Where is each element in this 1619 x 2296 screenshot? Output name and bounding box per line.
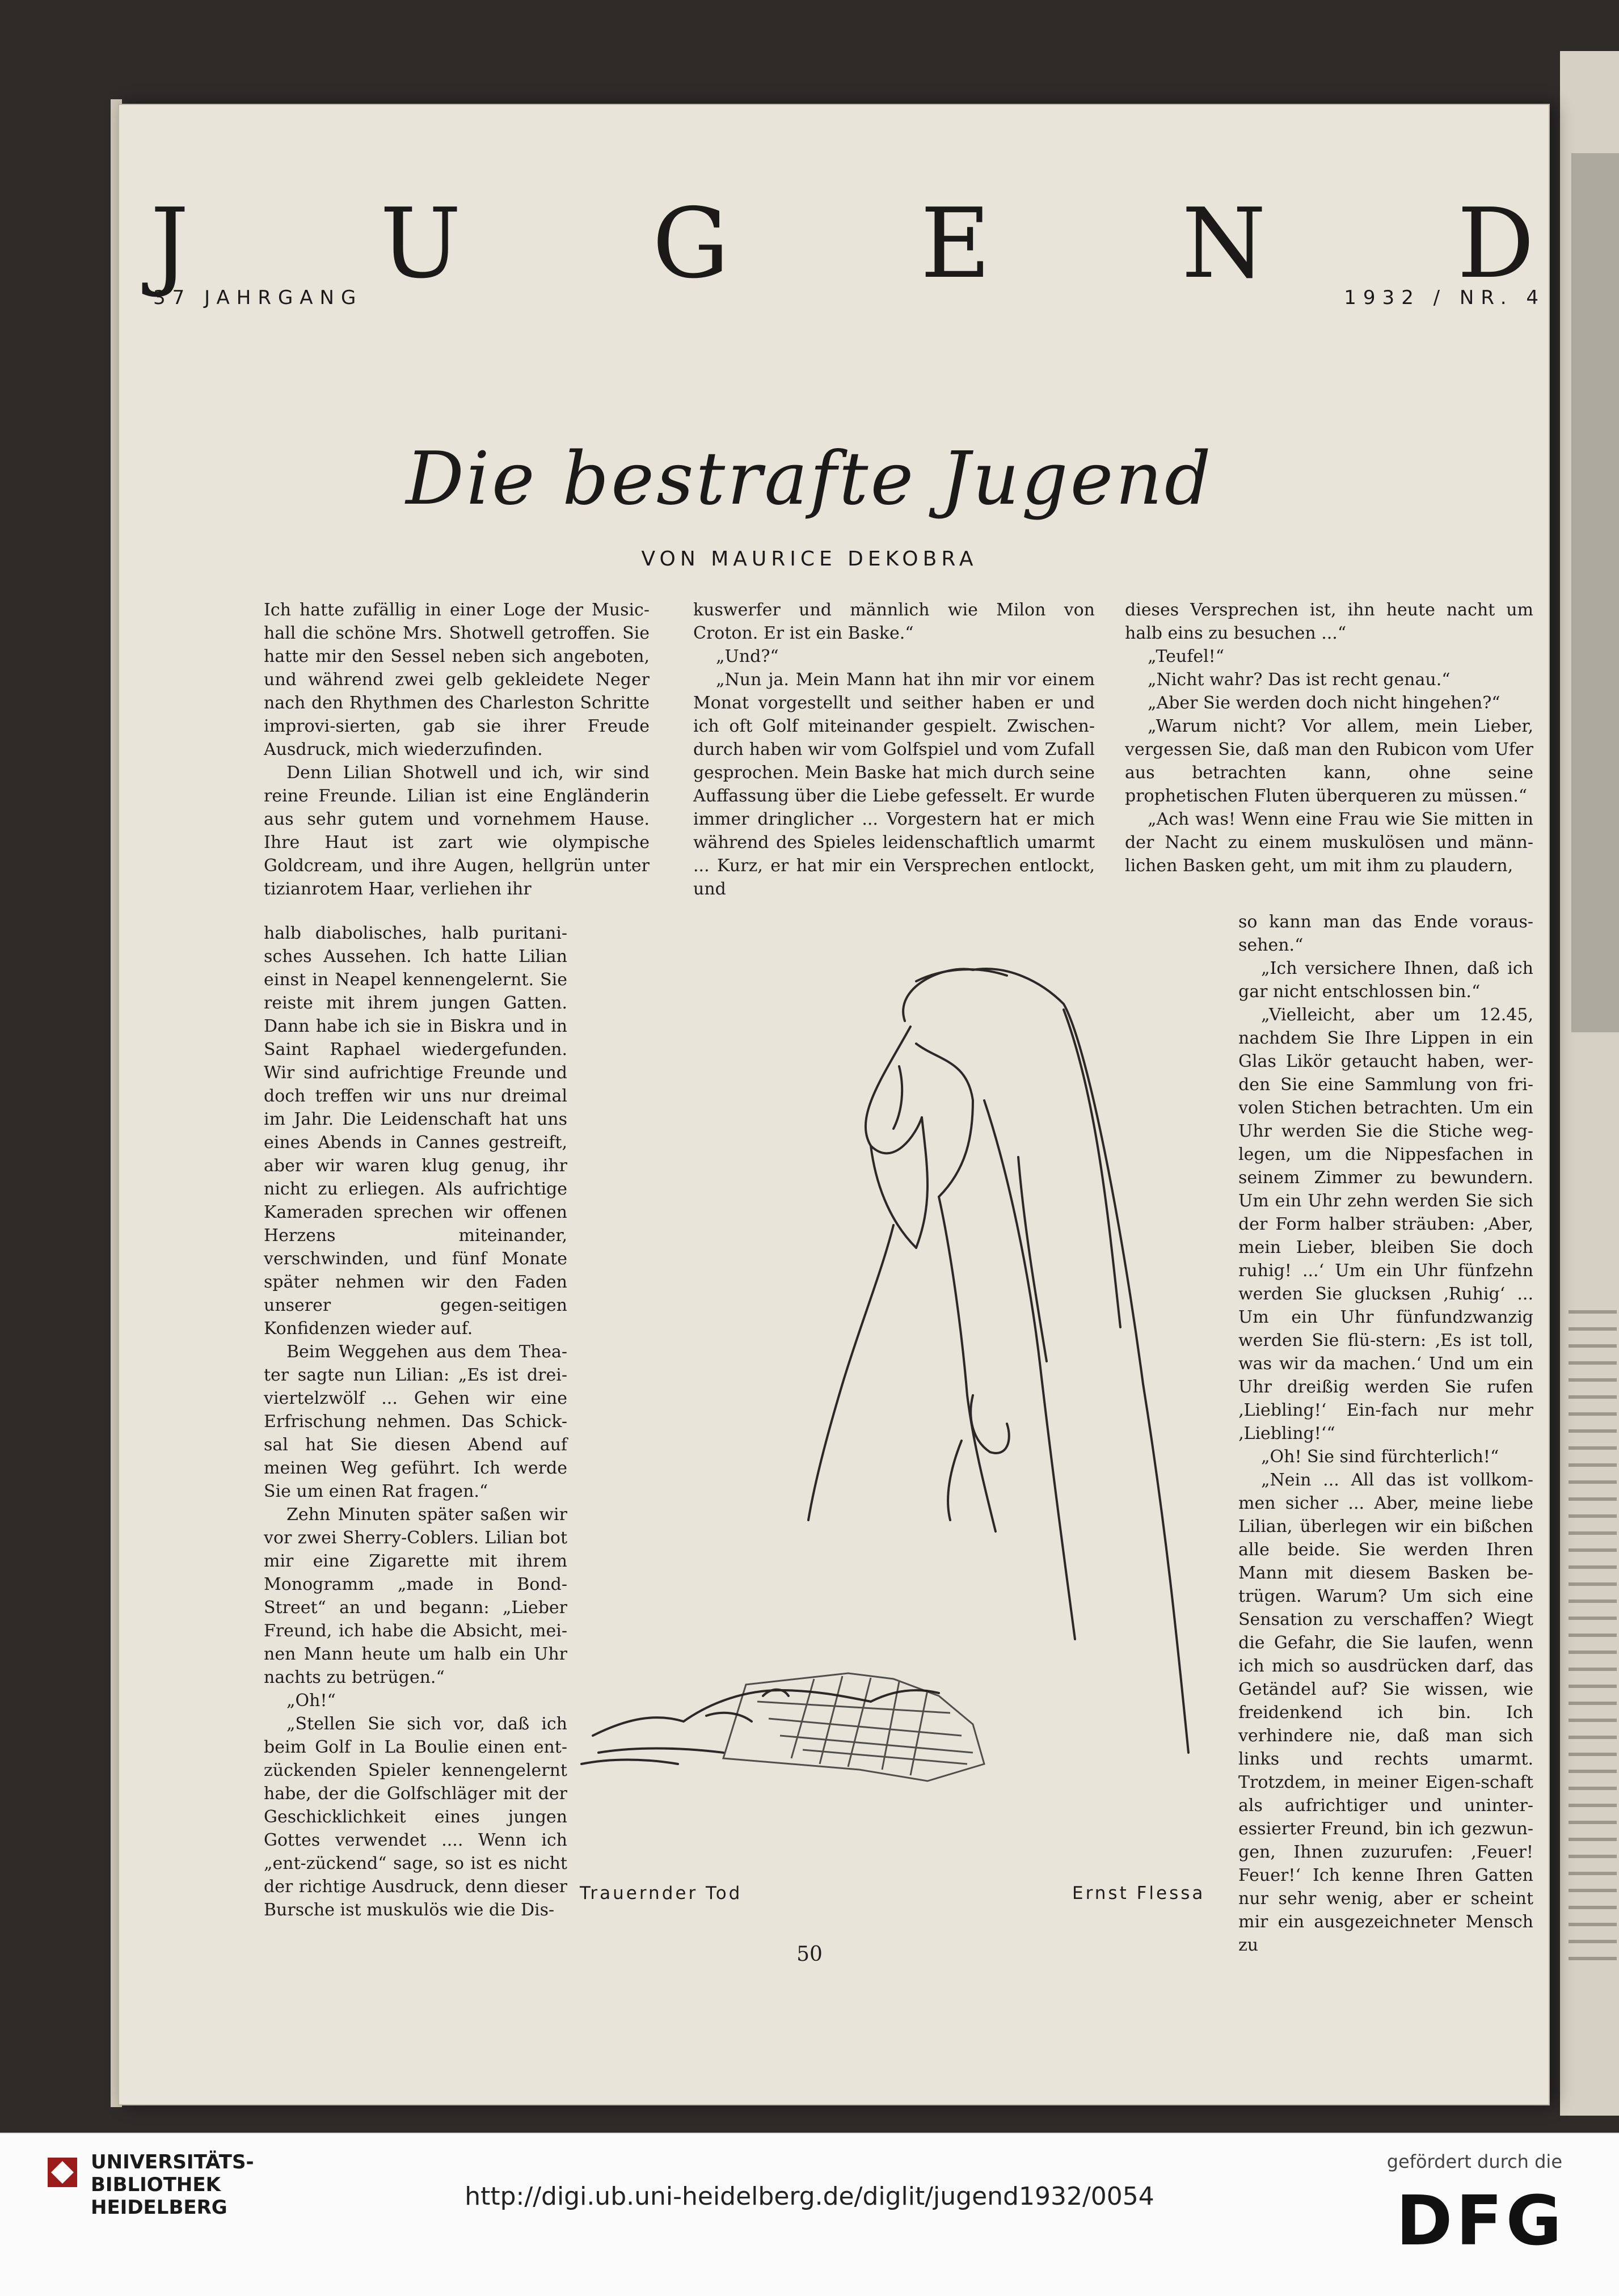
paragraph: Ich hatte zufällig in einer Loge der Music-hall die schöne Mrs. Shotwell getroffen. Sie hatte mir den Sessel neben sich angeboten, und während zwei gelb gekleidete Neger nach den Rhythmen des Charleston Schritte improvi-sierten, gab sie ihrer Freude Ausdruck, mich wiederzufinden.	[264, 600, 650, 759]
masthead-letter: J	[150, 188, 189, 300]
illustration-caption-title: Trauernder Tod	[580, 1883, 743, 1904]
issue-label: 1932 / NR. 4	[1344, 286, 1545, 309]
library-name-line: UNIVERSITÄTS-	[91, 2151, 254, 2173]
paragraph: Beim Weggehen aus dem Thea-ter sagte nun Lilian: „Es ist drei-viertelzwölf ... Gehen wir eine Erfrischung nehmen. Das Schick-sal hat Sie diesen Abend auf meinen Weg geführt. Ich werde Sie um einen Rat fragen.“	[264, 1342, 567, 1501]
paragraph: „Nicht wahr? Das ist recht genau.“	[1148, 670, 1451, 690]
paragraph: Zehn Minuten später saßen wir vor zwei Sherry-Coblers. Lilian bot mir eine Zigarette mit ihrem Monogramm „made in Bond-Street“ an und begann: „Lieber Freund, ich habe die Absicht, mei-nen Mann heute um halb ein Uhr nachts zu betrügen.“	[264, 1505, 567, 1687]
article-byline: VON MAURICE DEKOBRA	[641, 547, 978, 571]
illustration-caption-artist: Ernst Flessa	[1072, 1883, 1205, 1904]
paragraph: dieses Versprechen ist, ihn heute nacht um halb eins zu besuchen ...“	[1125, 600, 1533, 643]
dfg-logo: DFG	[1395, 2182, 1565, 2261]
paragraph: „Und?“	[716, 647, 779, 666]
library-name-line: HEIDELBERG	[91, 2196, 227, 2219]
paragraph: so kann man das Ende voraus-sehen.“	[1238, 912, 1533, 955]
permalink-url[interactable]: http://digi.ub.uni-heidelberg.de/diglit/jugend1932/0054	[465, 2182, 1154, 2211]
paragraph: „Ach was! Wenn eine Frau wie Sie mitten in der Nacht zu einem muskulösen und männ-lichen Basken geht, um mit ihm zu plaudern,	[1125, 809, 1533, 876]
paragraph: „Teufel!“	[1148, 647, 1225, 666]
viewer-footer	[0, 2133, 1619, 2296]
column-2	[693, 598, 1095, 901]
column-1-bottom	[264, 922, 567, 1922]
paragraph: Denn Lilian Shotwell und ich, wir sind reine Freunde. Lilian ist eine Engländerin aus sehr gutem und vornehmem Hause. Ihre Haut ist zart wie olympische Goldcream, und ihre Augen, hellgrün unter tizianrotem Haar, verliehen ihr	[264, 763, 650, 899]
masthead-letter: E	[920, 188, 991, 300]
illustration-drawing	[576, 930, 1222, 1849]
masthead-letter: G	[652, 188, 730, 300]
paragraph: „Vielleicht, aber um 12.45, nachdem Sie Ihre Lippen in ein Glas Likör getaucht haben, wer-den Sie eine Sammlung von fri-volen Stichen betrachten. Um ein Uhr werden Sie die Stiche weg-legen, um die Nippesfachen in seinem Zimmer zu bewundern. Um ein Uhr zehn werden Sie sich der Form halber sträuben: ‚Aber, mein Lieber, bleiben Sie doch ruhig! ...‘ Um ein Uhr fünfzehn werden Sie glucksen ‚Ruhig‘ ... Um ein Uhr fünfundzwanzig werden Sie flü-stern: ‚Es ist toll, was wir da machen.‘ Und um ein Uhr dreißig werden Sie rufen ‚Liebling!‘ Ein-fach nur mehr ‚Liebling!‘“	[1238, 1005, 1533, 1444]
paragraph: „Aber Sie werden doch nicht hingehen?“	[1148, 693, 1500, 713]
adjacent-text	[1569, 1310, 1617, 1962]
paragraph: „Ich versichere Ihnen, daß ich gar nicht entschlossen bin.“	[1238, 959, 1533, 1002]
masthead-letter: U	[380, 188, 462, 300]
paragraph: kuswerfer und männlich wie Milon von Croton. Er ist ein Baske.“	[693, 600, 1095, 643]
volume-label: 37 JAHRGANG	[153, 286, 363, 309]
masthead-letter: N	[1182, 188, 1266, 300]
funded-by-label: gefördert durch die	[1386, 2151, 1562, 2172]
adjacent-illustration	[1571, 153, 1619, 1032]
paragraph: „Oh! Sie sind fürchterlich!“	[1261, 1447, 1499, 1467]
column-3-top	[1125, 598, 1533, 877]
paragraph: halb diabolisches, halb puritani-sches Aussehen. Ich hatte Lilian einst in Neapel kennengelernt. Sie reiste mit ihrem jungen Gatten. Dann habe ich sie in Biskra und in Saint Raphael wiedergefunden. Wir sind aufrichtige Freunde und doch treffen wir uns nur dreimal im Jahr. Die Leidenschaft hat uns eines Abends in Cannes gestreift, aber wir waren klug genug, ihr nicht zu erliegen. Als aufrichtige Kameraden sprechen wir offenen Herzens miteinander, verschwinden, und fünf Monate später nehmen wir den Faden unserer gegen-seitigen Konfidenzen wieder auf.	[264, 923, 567, 1339]
paragraph: „Stellen Sie sich vor, daß ich beim Golf in La Boulie einen ent-zückenden Spieler kennengelernt habe, der die Golfschläger mit der Geschicklichkeit eines jungen Gottes verwendet .... Wenn ich „ent-zückend“ sage, so ist es nicht der richtige Ausdruck, denn dieser Bursche ist muskulös wie die Dis-	[264, 1714, 567, 1920]
column-3-bottom	[1238, 910, 1533, 1957]
page-number: 50	[796, 1943, 823, 1966]
article-title: Die bestrafte Jugend	[406, 437, 1213, 521]
paragraph: „Nein ... All das ist vollkom-men sicher ... Aber, meine liebe Lilian, überlegen wir ein bißchen alle beide. Sie werden Ihren Mann mit diesem Basken be-trügen. Warum? Um sich eine Sensation zu verschaffen? Wiegt die Gefahr, die Sie laufen, wenn ich mich so ausdrücken darf, das Getändel auf? Sie wissen, wie freidenkend ich bin. Ich verhindere nie, daß man sich links und rechts umarmt. Trotzdem, in meiner Eigen-schaft als aufrichtiger und uninter-essierter Freund, bin ich gezwun-gen, Ihnen zuzurufen: ‚Feuer! Feuer!‘ Ich kenne Ihren Gatten nur sehr wenig, aber er scheint mir ein ausgezeichneter Mensch zu	[1238, 1470, 1533, 1955]
paragraph: „Oh!“	[286, 1691, 336, 1711]
paragraph: „Warum nicht? Vor allem, mein Lieber, vergessen Sie, daß man den Rubicon vom Ufer aus betrachten kann, ohne seine prophetischen Fluten überqueren zu müssen.“	[1125, 716, 1533, 806]
library-name-line: BIBLIOTHEK	[91, 2173, 221, 2196]
paragraph: „Nun ja. Mein Mann hat ihn mir vor einem Monat vorgestellt und seither haben er und ich oft Golf miteinander gespielt. Zwischen-durch haben wir vom Golfspiel und vom Zufall gesprochen. Mein Baske hat mich durch seine Auffassung über die Liebe gefesselt. Er wurde immer dringlicher ... Vorgestern hat er mich während des Spieles leidenschaftlich umarmt ... Kurz, er hat mir ein Versprechen entlockt, und	[693, 670, 1095, 899]
masthead-letter: D	[1457, 188, 1534, 300]
column-1-top	[264, 598, 650, 901]
adjacent-page	[1560, 51, 1619, 2116]
